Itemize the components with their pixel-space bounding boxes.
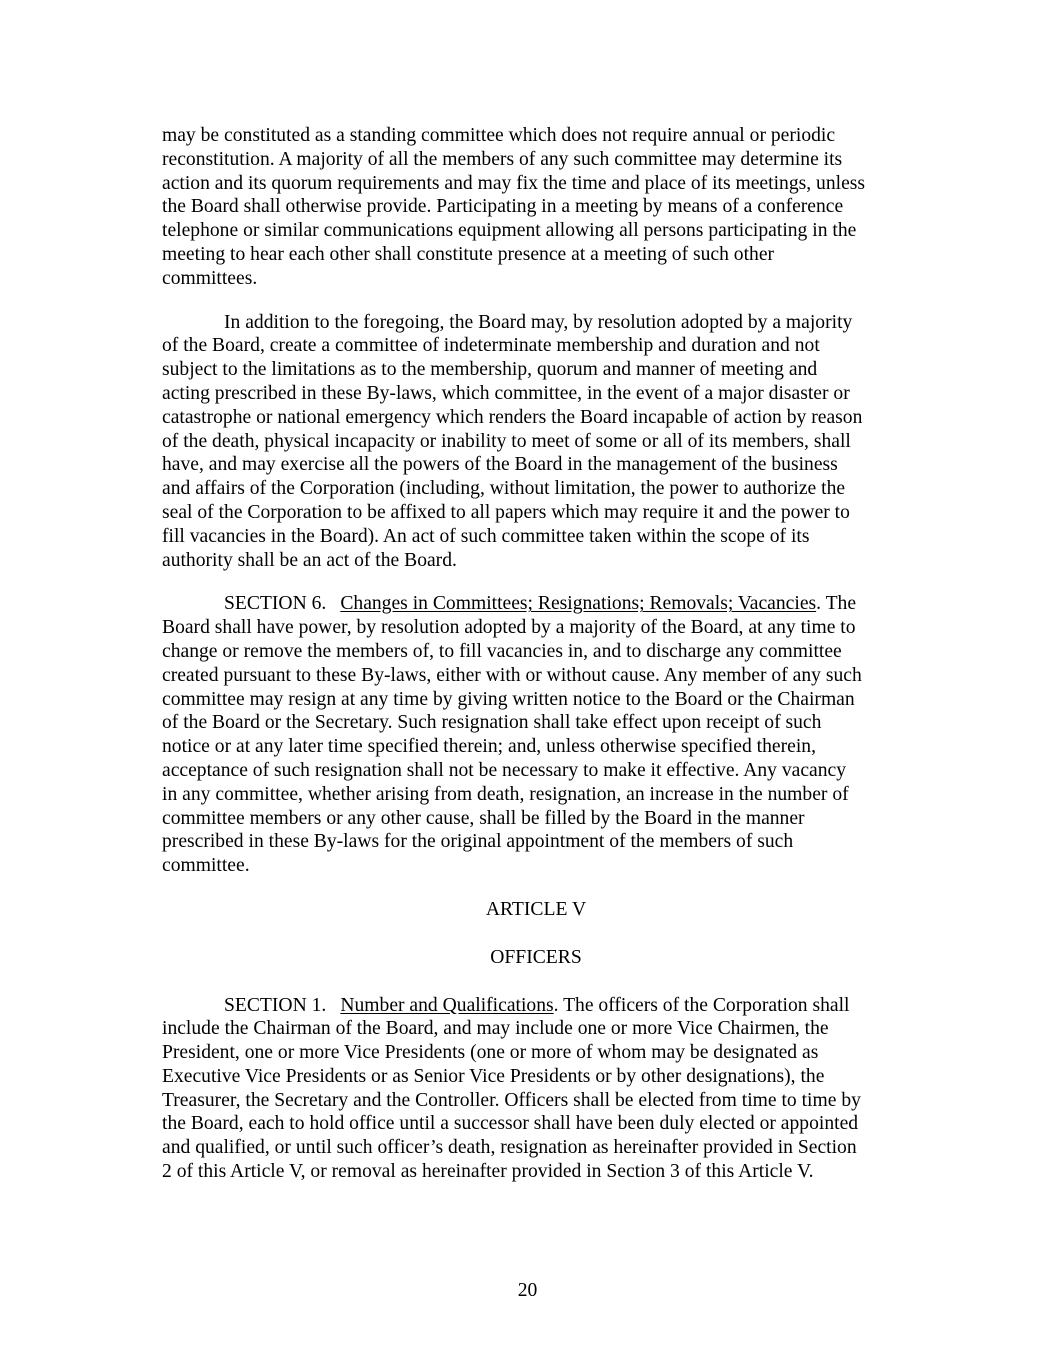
paragraph-committee-continued [162, 124, 910, 291]
section-6-paragraph [162, 592, 910, 878]
text-line: committee members or any other cause, shall be filled by the Board in the manner [162, 807, 805, 829]
text-line: the Board shall otherwise provide. Participating in a meeting by means of a conference [162, 196, 844, 218]
text-line: committees. [162, 267, 258, 289]
text-line: 2 of this Article V, or removal as hereinafter provided in Section 3 of this Article V. [162, 1161, 814, 1183]
text-line: President, one or more Vice Presidents (one or more of whom may be designated as [162, 1042, 819, 1064]
section-1-label: SECTION 1. [224, 994, 327, 1016]
text-line: and affairs of the Corporation (including, without limitation, the power to authorize the [162, 478, 846, 500]
text-line: Treasurer, the Secretary and the Controller. Officers shall be elected from time to time by [162, 1089, 861, 1111]
text-line: subject to the limitations as to the membership, quorum and manner of meeting and [162, 359, 818, 381]
text-line: fill vacancies in the Board). An act of such committee taken within the scope of its [162, 525, 810, 547]
section-1-first-line-text: . The officers of the Corporation shall [553, 994, 850, 1016]
text-line: In addition to the foregoing, the Board may, by resolution adopted by a majority [224, 311, 853, 333]
text-line: of the death, physical incapacity or inability to meet of some or all of its members, shall [162, 430, 851, 452]
text-line: acceptance of such resignation shall not be necessary to make it effective. Any vacancy [162, 759, 847, 781]
text-line: created pursuant to these By-laws, either with or without cause. Any member of any such [162, 664, 862, 686]
section-6-heading: Changes in Committees; Resignations; Removals; Vacancies [340, 593, 817, 615]
document-body [162, 124, 910, 1204]
text-line: of the Board or the Secretary. Such resignation shall take effect upon receipt of such [162, 712, 822, 734]
article-title: ARTICLE V [485, 898, 587, 920]
text-line: Board shall have power, by resolution adopted by a majority of the Board, at any time to [162, 617, 856, 639]
text-line: may be constituted as a standing committee which does not require annual or periodic [162, 125, 836, 146]
paragraph-emergency-committee [162, 311, 910, 573]
section-6-first-line [162, 592, 910, 616]
text-line: notice or at any later time specified therein; and, unless otherwise specified therein, [162, 736, 816, 758]
text-line: action and its quorum requirements and may fix the time and place of its meetings, unless [162, 172, 866, 194]
section-1-paragraph [162, 994, 910, 1184]
text-line: Executive Vice Presidents or as Senior Vice Presidents or by other designations), the [162, 1065, 825, 1087]
text-line: committee may resign at any time by giving written notice to the Board or the Chairman [162, 688, 855, 710]
text-line: have, and may exercise all the powers of the Board in the management of the business [162, 454, 838, 476]
text-line: include the Chairman of the Board, and may include one or more Vice Chairmen, the [162, 1018, 829, 1040]
text-line: change or remove the members of, to fill vacancies in, and to discharge any committee [162, 640, 842, 662]
text-line: in any committee, whether arising from death, resignation, an increase in the number of [162, 783, 849, 805]
text-line: meeting to hear each other shall constitute presence at a meeting of such other [162, 243, 775, 265]
article-subtitle: OFFICERS [490, 946, 582, 968]
text-line: prescribed in these By-laws for the original appointment of the members of such [162, 831, 794, 853]
section-6-first-line-text: . The [816, 593, 857, 615]
page-number: 20 [517, 1280, 538, 1301]
text-line: and qualified, or until such officer’s death, resignation as hereinafter provided in Section [162, 1137, 857, 1159]
text-line: reconstitution. A majority of all the members of any such committee may determine its [162, 148, 843, 170]
text-line: of the Board, create a committee of indeterminate membership and duration and not [162, 335, 820, 357]
section-1-heading: Number and Qualifications [340, 994, 554, 1016]
section-6-label: SECTION 6. [224, 593, 327, 615]
text-line: seal of the Corporation to be affixed to all papers which may require it and the power to [162, 501, 850, 523]
text-line: the Board, each to hold office until a successor shall have been duly elected or appointed [162, 1113, 859, 1135]
text-line: catastrophe or national emergency which renders the Board incapable of action by reason [162, 406, 863, 428]
text-line: committee. [162, 855, 250, 877]
section-1-first-line [162, 994, 910, 1018]
text-line: telephone or similar communications equipment allowing all persons participating in the [162, 220, 857, 242]
text-line: acting prescribed in these By-laws, which committee, in the event of a major disaster or [162, 382, 850, 404]
text-line: authority shall be an act of the Board. [162, 549, 457, 571]
